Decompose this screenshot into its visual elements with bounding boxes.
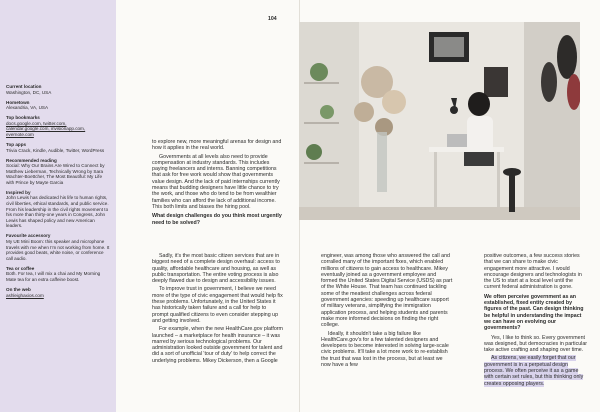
sidebar-panel	[0, 0, 116, 412]
paragraph: Governments at all levels also need to provide compensation at industry standards. This includes paying freelancers and interns. Banning competitions that ask for free work would show that governments value design. And the lack of paid internships currently means that budding designers have little chance to try the work, and those who do tend to be from wealthier families who can afford the lack of additional income. This both limits and biases the hiring pool.	[152, 153, 280, 210]
paragraph: engineer, was among those who answered the call and corralled many of the important fixes, which enabled millions of citizens to gain access to healthcare. Mikey eventually joined as a government employee and formed the United States Digital Service (USDS) as part of the White House. That team has continued tackling some of the meatiest challenges across federal government agencies: speeding up healthcare support of military veterans, simplifying the immigration application process, and helping students and parents make more informed decisions on finding the right college.	[321, 253, 453, 329]
portrait-photo	[299, 22, 580, 220]
section-heading: Tea or coffee	[6, 265, 35, 271]
section-value: Trivia Crack, Kindle, Audible, Twitter, WordPress	[6, 147, 105, 153]
section-heading: On the web	[6, 286, 31, 292]
article-column-4	[484, 253, 588, 389]
paragraph: Ideally, it shouldn't take a big failure like HealthCare.gov's for a few talented designers and developers to become interested in solving large-scale civic problems. It'll take a lot more work to re-establish the trust that was lost in the process, but at least we now have a few	[321, 330, 449, 369]
highlighted-quote: As citizens, we easily forget that our government is in a perpetual design process. We often perceive it as a game with certain set rules, but this thinking only creates opposing players.	[484, 355, 584, 387]
paragraph: Yes, I like to think so. Every government was designed, but democracies in particular take active crafting and shaping over time.	[484, 334, 588, 354]
paragraph: to explore new, more meaningful arenas for design and how it applies in the real world.	[152, 139, 282, 152]
section-value: Washington, DC, USA	[6, 89, 52, 95]
article-column-3	[321, 253, 453, 370]
website-link[interactable]: ashleighaxios.com	[6, 292, 44, 298]
section-value: John Lewis has dedicated his life to human rights, civil liberties, ethical standards, and public service. From his leadership in the civil rights movement to his more than thirty-one years in Congress, John Lewis has shaped policy and new American leaders.	[6, 195, 109, 229]
section-value: docs.google.com, twitter.com, calendar.google.com, invisionapp.com, evernote.com	[6, 120, 86, 137]
paragraph: To improve trust in government, I believe we need more of the type of civic engagement that would help fix these problems. Unfortunately, in the United States it has historically taken failure and a call for help to prompt qualified citizens to even consider stepping up and getting involved.	[152, 286, 283, 324]
section-value: Alexandria, VA, USA	[6, 105, 49, 111]
interview-question: We often perceive government as an established, fixed entity created by figures of the past. Can design thinking be helpful in understanding the impact we can have on evolving our governments?	[484, 293, 584, 332]
sidebar-section	[6, 84, 110, 95]
article-column-2	[152, 253, 284, 366]
sidebar-profile	[6, 84, 110, 303]
section-value: My UE Mini Boom: this speaker and microphone travels with me when I'm not working from home. It provides good beats, white noise, or conference call audio.	[6, 239, 110, 261]
paragraph: positive outcomes, a few success stories that we can share to make civic engagement more attractive. I would encourage designers and technologists in the US to start at a local level until the current federal administration is gone.	[484, 253, 582, 291]
sidebar-section	[6, 100, 110, 111]
sidebar-section	[6, 233, 110, 261]
section-heading: Top bookmarks	[6, 115, 40, 121]
sidebar-section	[6, 190, 110, 229]
sidebar-section	[6, 266, 110, 283]
sidebar-section	[6, 158, 110, 186]
section-heading: Recommended reading	[6, 157, 57, 163]
section-heading: Inspired by	[6, 189, 31, 195]
section-value: Social: Why Our Brains Are Wired to Connect by Matthew Lieberman, Technically Wrong by Sara Wachter-Boettcher, The Most Beautiful: My Life with Prince by Mayte Garcia	[6, 163, 105, 185]
sidebar-section	[6, 115, 110, 137]
sidebar-section	[6, 287, 110, 298]
paragraph: Sadly, it's the most basic citizen services that are in biggest need of a complete design overhaul: access to quality, affordable healthcare and housing, as well as public transportation. The entire voting process is also deeply flawed due to design and accessibility issues.	[152, 253, 280, 285]
section-heading: Top apps	[6, 141, 27, 147]
page-number: 104	[268, 16, 277, 22]
paragraph: For example, when the new HealthCare.gov platform launched – a marketplace for health insurance – it was marred by serious technological problems. Our administration looked outside government for talent and did a sort of unofficial 'tour of duty' to help correct the underlying problems. Mikey Dickerson, then a Google	[152, 326, 283, 364]
section-heading: Current location	[6, 84, 42, 89]
paragraph	[484, 355, 588, 386]
section-value: Both. For tea, I will mix a chai and My Morning Mate tea for an extra caffeine boost.	[6, 271, 101, 282]
interview-question: What design challenges do you think most urgently need to be solved?	[152, 213, 282, 226]
photo-icon	[299, 22, 580, 220]
section-heading: Favourite accessory	[6, 233, 51, 239]
section-heading: Hometown	[6, 99, 30, 105]
sidebar-section	[6, 142, 110, 153]
article-column-1	[152, 139, 282, 229]
